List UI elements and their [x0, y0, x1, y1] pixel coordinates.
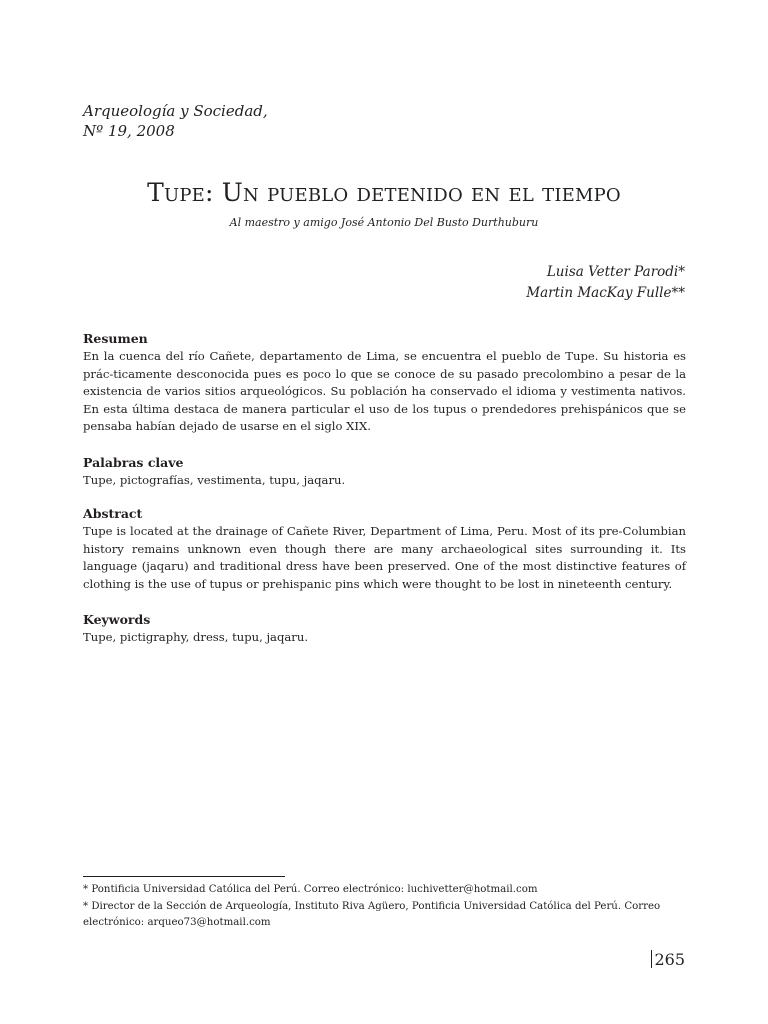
article-title: Tupe: Un pueblo detenido en el tiempo: [147, 178, 621, 207]
footnotes: [83, 882, 686, 932]
abstract-heading: Abstract: [83, 506, 143, 521]
palabras-clave-body: Tupe, pictografías, vestimenta, tupu, jaqaru.: [83, 473, 346, 487]
page-number-value: 265: [654, 950, 685, 969]
resumen-body: En la cuenca del río Cañete, departamento de Lima, se encuentra el pueblo de Tupe. Su historia es prác-ticamente desconocida pues es poco lo que se conoce de su pasado precolombino a pesar de la existencia de varios sitios arqueológicos. Su población ha conservado el idioma y vestimenta nativos. En esta última destaca de manera particular el uso de los tupus o prendedores prehispánicos que se pensaba habían dejado de usarse en el siglo XIX.: [83, 349, 686, 433]
resumen-section: [83, 330, 686, 436]
page-number-bar: [651, 950, 652, 968]
keywords-section: [83, 611, 686, 647]
footnote-divider: [83, 876, 285, 877]
article-dedication: Al maestro y amigo José Antonio Del Busto Durthuburu: [229, 216, 539, 229]
journal-name: Arqueología y Sociedad,: [83, 102, 268, 120]
author-name: Luisa Vetter Parodi*: [546, 264, 685, 280]
keywords-heading: Keywords: [83, 612, 151, 627]
palabras-clave-heading: Palabras clave: [83, 455, 184, 470]
journal-issue: Nº 19, 2008: [83, 122, 175, 140]
keywords-body: Tupe, pictigraphy, dress, tupu, jaqaru.: [83, 630, 309, 644]
author-list: [526, 262, 685, 304]
author-name: Martin MacKay Fulle**: [526, 285, 685, 301]
palabras-clave-section: [83, 454, 686, 490]
journal-citation: [83, 101, 268, 141]
footnote: * Director de la Sección de Arqueología, Instituto Riva Agüero, Pontificia Universidad Católica del Perú. Correo electrónico: arqueo73@hotmail.com: [83, 900, 661, 928]
abstract-body: Tupe is located at the drainage of Cañete River, Department of Lima, Peru. Most of its pre-Columbian history remains unknown even though there are many archaeological sites surrounding it. Its language (jaqaru) and traditional dress have been preserved. One of the most distinctive features of clothing is the use of tupus or prehispanic pins which were thought to be lost in nineteenth century.: [83, 524, 686, 591]
resumen-heading: Resumen: [83, 331, 148, 346]
page-number: [651, 950, 685, 969]
footnote: * Pontificia Universidad Católica del Perú. Correo electrónico: luchivetter@hotmail.com: [83, 884, 538, 895]
abstract-section: [83, 505, 686, 593]
